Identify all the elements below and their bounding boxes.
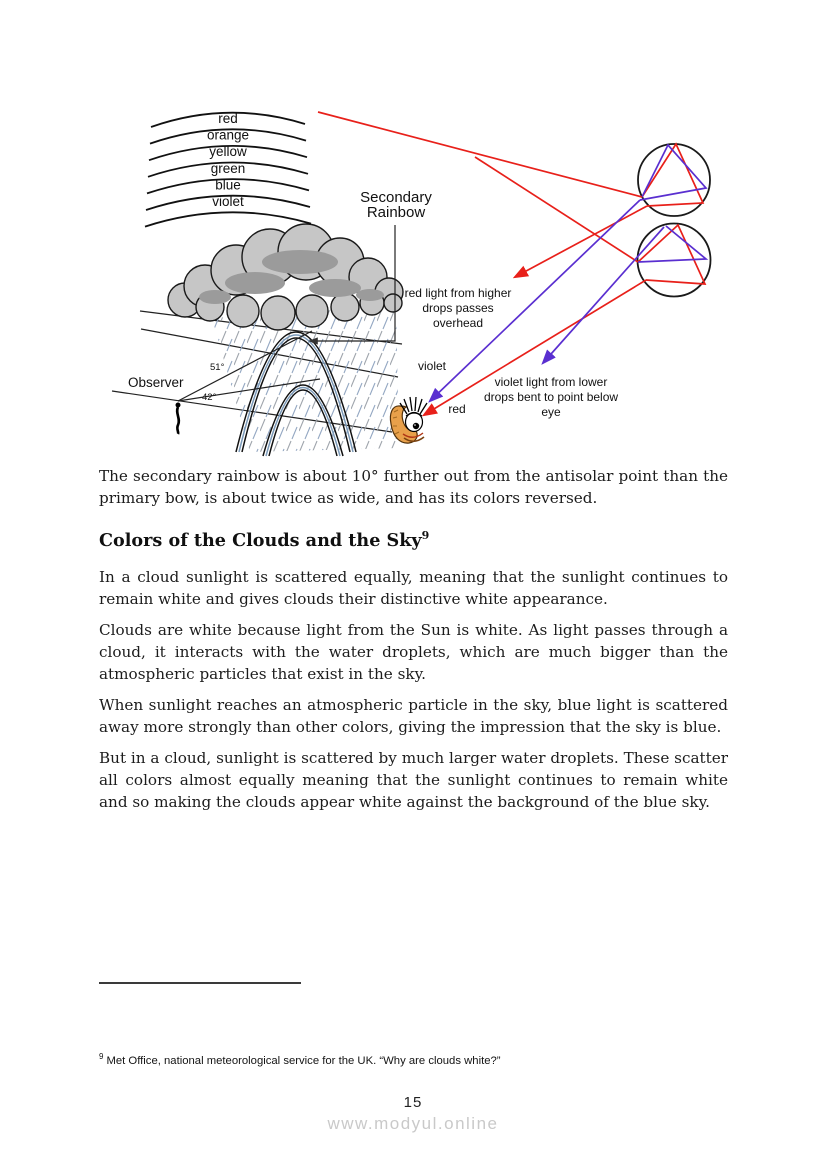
cloud bbox=[168, 224, 403, 330]
section-heading-text: Colors of the Clouds and the Sky bbox=[99, 530, 422, 552]
paragraph-sky-blue: When sunlight reaches an atmospheric particle in the sky, blue light is scattered away more strongly than other colors, giving the impression that the sky is blue. bbox=[99, 696, 728, 736]
red-overhead-label-line2: drops passes bbox=[422, 301, 494, 315]
secondary-rainbow-label-line2: Rainbow bbox=[366, 204, 426, 221]
paragraph-secondary-rainbow: The secondary rainbow is about 10° further out from the antisolar point than the primary bow, is about twice as wide, and has its colors reversed. bbox=[99, 467, 728, 507]
observer-figure bbox=[176, 403, 181, 435]
footnote-text: Met Office, national meteorological service for the UK. “Why are clouds white?” bbox=[106, 1054, 501, 1067]
footnote-separator bbox=[99, 982, 301, 984]
rain-streaks bbox=[212, 306, 399, 452]
spectrum-label-violet: violet bbox=[212, 194, 244, 209]
spectrum-labels bbox=[207, 111, 249, 209]
watermark-url: www.modyul.online bbox=[327, 1114, 499, 1133]
body-text bbox=[99, 466, 728, 823]
violet-below-label-line2: drops bent to point below bbox=[483, 390, 619, 404]
red-ray-label: red bbox=[448, 402, 466, 416]
footnote-reference-mark: 9 bbox=[421, 529, 430, 543]
angle-42-label: 42° bbox=[202, 392, 217, 403]
spectrum-label-green: green bbox=[210, 160, 246, 176]
violet-below-label-line3: eye bbox=[541, 405, 561, 419]
incident-red-ray-lower-drop bbox=[475, 157, 638, 262]
incident-red-ray-upper-drop bbox=[318, 112, 642, 197]
angle-51-label: 51° bbox=[210, 362, 225, 373]
paragraph-clouds-white: Clouds are white because light from the Sun is white. As light passes through a cloud, it interacts with the water droplets, which are much bigger than the atmospheric particles that exist in the sky. bbox=[99, 621, 728, 683]
red-ray-overhead-arrow bbox=[515, 206, 647, 277]
violet-ray-label: violet bbox=[417, 359, 447, 373]
spectrum-label-orange: orange bbox=[206, 127, 250, 143]
page-number: 15 bbox=[403, 1094, 423, 1111]
spectrum-label-red: red bbox=[218, 111, 238, 126]
section-heading bbox=[99, 529, 728, 553]
eye-lashes bbox=[400, 397, 427, 414]
secondary-rainbow-label-line1: Secondary bbox=[360, 189, 432, 206]
raindrop-internal-rays bbox=[638, 144, 706, 284]
footnote bbox=[99, 1052, 719, 1067]
observer-label: Observer bbox=[128, 375, 184, 390]
paragraph-cloud-scatter: In a cloud sunlight is scattered equally, meaning that the sunlight continues to remain white and gives clouds their distinctive white appearance. bbox=[99, 568, 728, 608]
red-overhead-label-line1: red light from higher bbox=[404, 286, 512, 300]
footnote-number: 9 bbox=[99, 1052, 104, 1061]
spectrum-label-yellow: yellow bbox=[209, 144, 247, 160]
violet-below-label-line1: violet light from lower bbox=[494, 375, 608, 389]
red-overhead-label-line3: overhead bbox=[432, 316, 484, 330]
spectrum-label-blue: blue bbox=[215, 177, 241, 193]
violet-ray-below-eye-arrow bbox=[543, 227, 664, 363]
paragraph-clouds-vs-sky: But in a cloud, sunlight is scattered by much larger water droplets. These scatter all colors almost equally meaning that the sunlight continues to remain white and so making the clouds appear white against the background of the blue sky. bbox=[99, 749, 728, 811]
secondary-rainbow-diagram bbox=[0, 0, 826, 460]
ray-annotations bbox=[405, 286, 619, 419]
